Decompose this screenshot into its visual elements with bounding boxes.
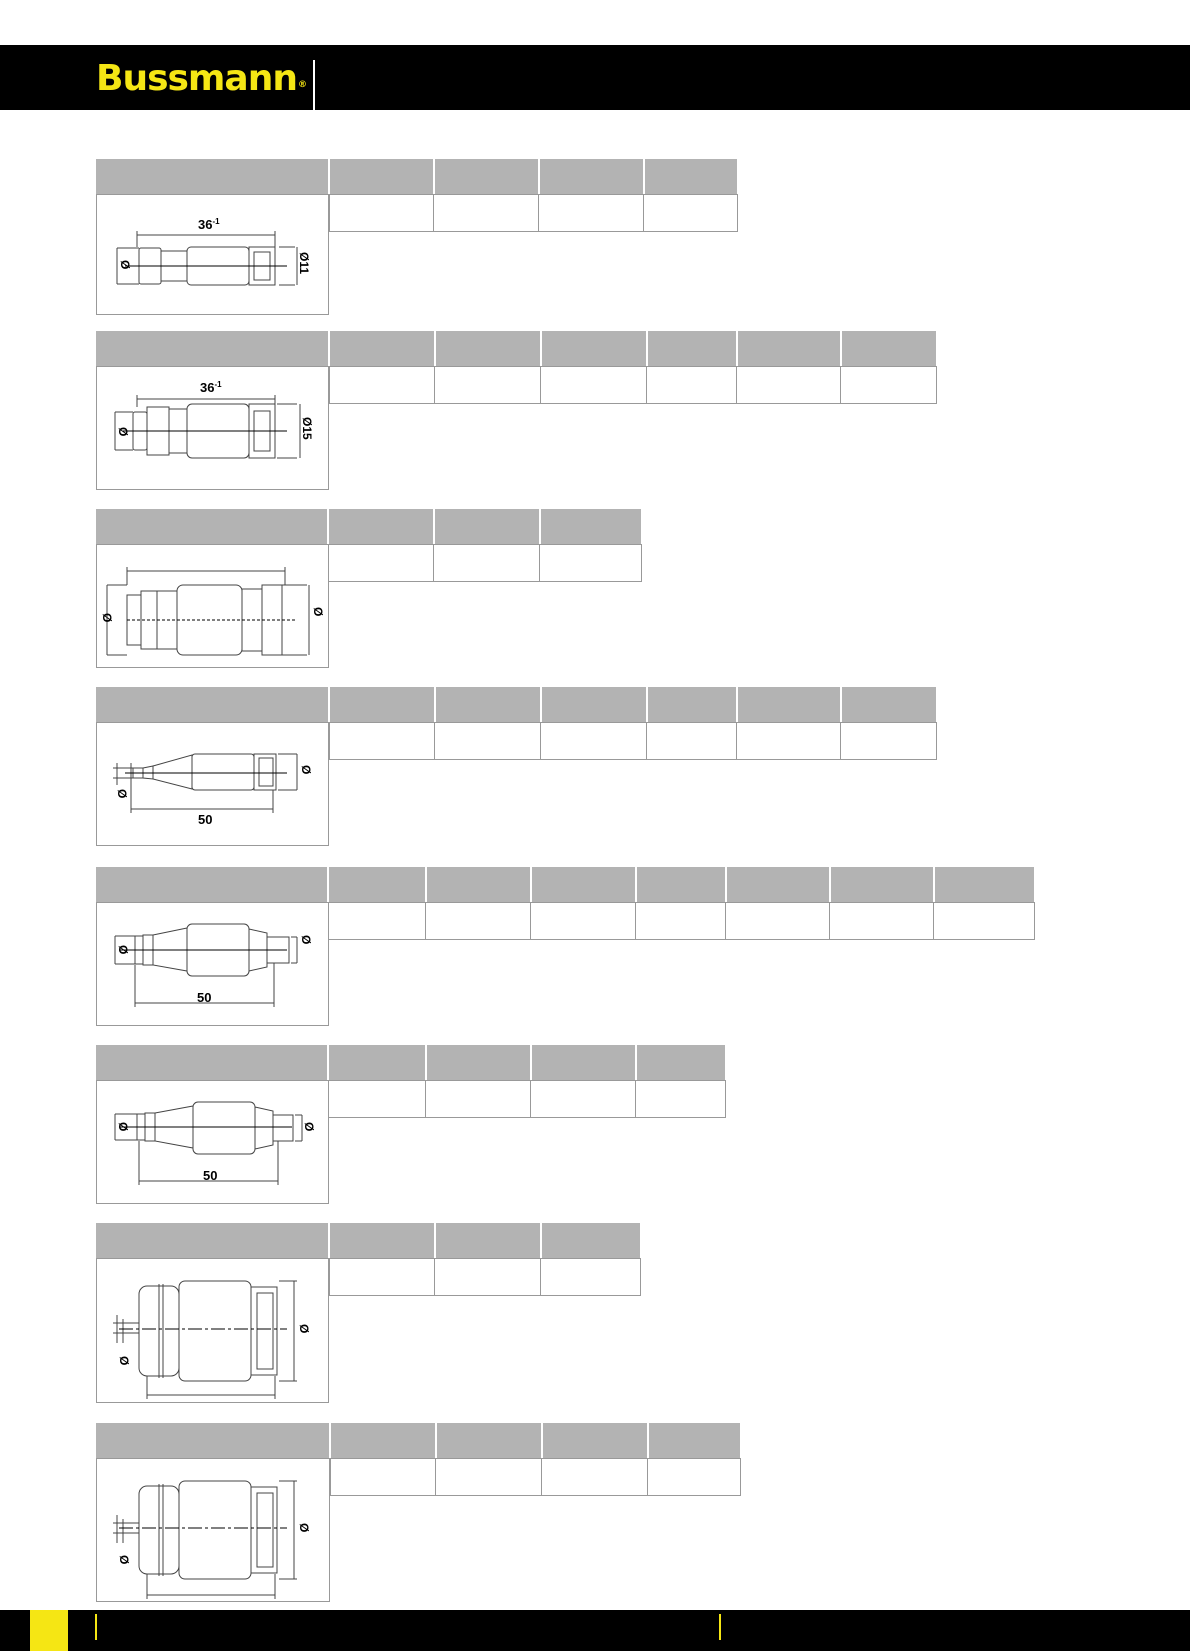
dim-length: 50 (197, 990, 212, 1005)
header-divider (313, 60, 315, 110)
fuse-drawing-svg (97, 723, 330, 847)
dim-diameter-left: Ø (100, 613, 114, 623)
dim-length: 50 (198, 812, 213, 827)
table-header-cell (436, 1223, 540, 1258)
table-cell (647, 366, 737, 404)
table-header-cell (329, 509, 433, 544)
dim-diameter-right: Ø (311, 607, 325, 617)
table-header-cell (648, 687, 736, 722)
fuse-drawing (96, 1458, 330, 1602)
table-header-cell (96, 687, 328, 722)
table-cell (329, 722, 435, 760)
table-header-cell (542, 687, 646, 722)
brand-name: Bussmann (96, 58, 297, 99)
table-cell (540, 544, 642, 582)
dim-length: 50 (203, 1168, 218, 1183)
table-header-cell (935, 867, 1034, 902)
dim-diameter-right: Ø (297, 1523, 311, 1533)
table-cell (841, 722, 937, 760)
table-cell (841, 366, 937, 404)
table-cell (541, 1258, 641, 1296)
table-cell (636, 1080, 726, 1118)
fuse-drawing-svg (97, 1081, 330, 1205)
fuse-drawing (96, 544, 329, 668)
table-header-cell (532, 1045, 635, 1080)
table-header-cell (532, 867, 635, 902)
table-cell (330, 1458, 436, 1496)
table-header-cell (331, 1423, 435, 1458)
table-cell (329, 1258, 435, 1296)
fuse-drawing-svg (97, 903, 330, 1027)
footer-page-tab (30, 1610, 68, 1651)
footer-divider (95, 1614, 97, 1640)
table-cell (435, 366, 541, 404)
table-cell (541, 722, 647, 760)
dim-diameter-left: Ø (116, 945, 130, 955)
dim-diameter-left: Ø (117, 1555, 131, 1565)
table-cell (435, 722, 541, 760)
table-header-cell (540, 159, 643, 194)
table-header-cell (648, 331, 736, 366)
table-cell (434, 194, 539, 232)
table-header-cell (738, 331, 840, 366)
table-cell (434, 544, 540, 582)
fuse-drawing (96, 366, 329, 490)
table-cell (531, 1080, 636, 1118)
table-header-cell (541, 509, 641, 544)
table-cell (329, 194, 434, 232)
table-cell (328, 902, 426, 940)
footer-divider (719, 1614, 721, 1640)
table-cell (737, 366, 841, 404)
fuse-drawing-svg (97, 545, 330, 669)
table-header-cell (329, 1045, 425, 1080)
table-cell (329, 366, 435, 404)
table-cell (830, 902, 934, 940)
dim-diameter-right: Ø (299, 765, 313, 775)
table-header-cell (842, 687, 936, 722)
table-cell (328, 544, 434, 582)
table-header-cell (542, 1223, 640, 1258)
table-header-cell (637, 1045, 725, 1080)
dim-diameter-left: Ø (115, 789, 129, 799)
table-header-cell (436, 687, 540, 722)
dim-length: $36^{-1}$ (200, 380, 222, 395)
table-header-cell (96, 1045, 327, 1080)
fuse-drawing-svg (97, 1259, 330, 1404)
fuse-drawing-svg (97, 1459, 331, 1603)
fuse-drawing (96, 1080, 329, 1204)
table-cell (542, 1458, 648, 1496)
table-cell (726, 902, 830, 940)
table-header-cell (727, 867, 829, 902)
fuse-drawing-svg (97, 367, 330, 491)
table-header-cell (96, 1423, 329, 1458)
table-header-cell (427, 867, 530, 902)
table-cell (531, 902, 636, 940)
dim-diameter-left: Ø (117, 1356, 131, 1366)
fuse-drawing-svg (97, 195, 330, 316)
table-header-cell (96, 509, 327, 544)
table-header-cell (96, 331, 328, 366)
table-cell (426, 1080, 531, 1118)
table-header-cell (96, 159, 328, 194)
dim-diameter-left: Ø (118, 260, 132, 270)
table-cell (648, 1458, 741, 1496)
fuse-drawing (96, 902, 329, 1026)
table-header-cell (437, 1423, 541, 1458)
dim-diameter-left: Ø (116, 1122, 130, 1132)
dim-length: $36^{-1}$ (198, 217, 220, 232)
table-cell (541, 366, 647, 404)
fuse-drawing (96, 194, 329, 315)
table-header-cell (649, 1423, 740, 1458)
table-header-cell (542, 331, 646, 366)
table-cell (644, 194, 738, 232)
table-header-cell (435, 509, 539, 544)
dim-diameter-left: Ø (116, 427, 130, 437)
table-header-cell (330, 159, 433, 194)
table-cell (737, 722, 841, 760)
table-header-cell (96, 1223, 328, 1258)
table-header-cell (645, 159, 737, 194)
table-header-cell (96, 867, 327, 902)
dim-diameter-right: Ø (299, 935, 313, 945)
fuse-drawing (96, 1258, 329, 1403)
table-header-cell (543, 1423, 647, 1458)
registered-mark: ® (298, 80, 306, 90)
table-cell (636, 902, 726, 940)
table-header-cell (435, 159, 538, 194)
table-cell (328, 1080, 426, 1118)
table-header-cell (842, 331, 936, 366)
table-cell (436, 1458, 542, 1496)
dim-diameter-right: Ø (302, 1122, 316, 1132)
table-cell (934, 902, 1035, 940)
dim-diameter-right: Ø11 (297, 252, 311, 275)
table-cell (426, 902, 531, 940)
table-header-cell (637, 867, 725, 902)
table-cell (539, 194, 644, 232)
dim-diameter-right: Ø (297, 1324, 311, 1334)
table-header-cell (831, 867, 933, 902)
table-header-cell (427, 1045, 530, 1080)
table-header-cell (436, 331, 540, 366)
table-header-cell (330, 687, 434, 722)
table-cell (647, 722, 737, 760)
fuse-drawing (96, 722, 329, 846)
table-header-cell (330, 1223, 434, 1258)
footer-band (0, 1610, 1190, 1651)
brand-logo (96, 59, 306, 99)
table-header-cell (329, 867, 425, 902)
dim-diameter-right: Ø15 (300, 417, 314, 440)
table-cell (435, 1258, 541, 1296)
table-header-cell (738, 687, 840, 722)
table-header-cell (330, 331, 434, 366)
